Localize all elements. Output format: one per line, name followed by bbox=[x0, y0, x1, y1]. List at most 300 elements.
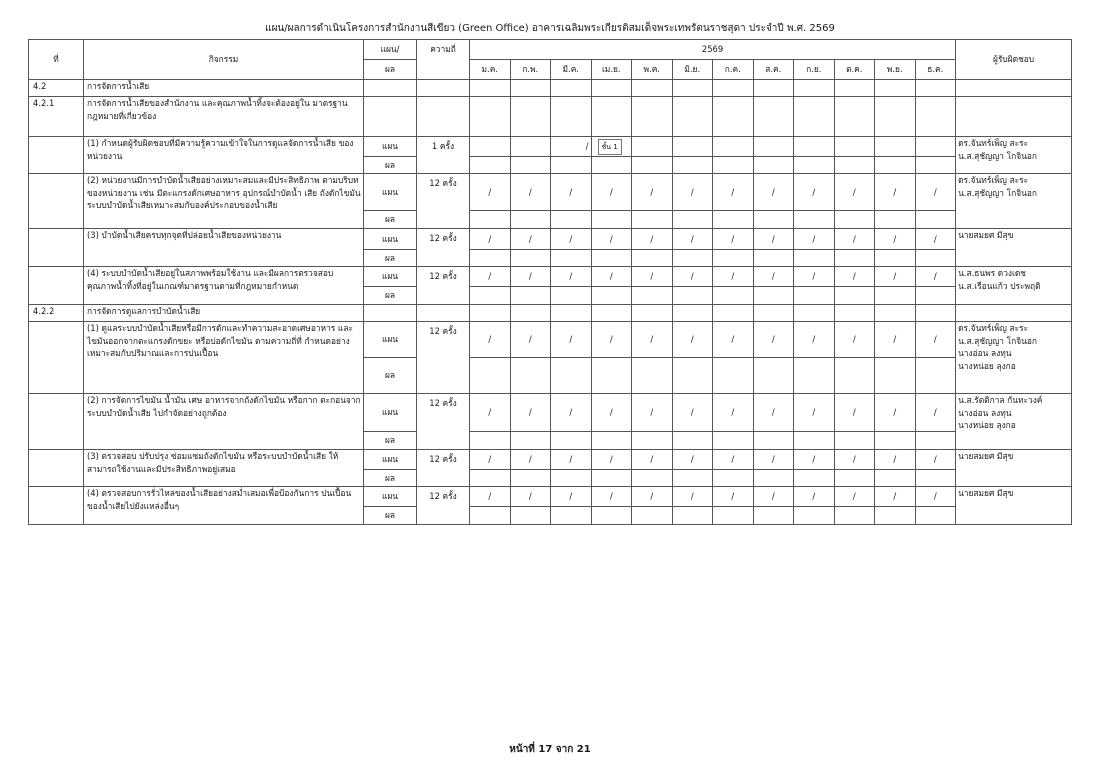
header-month-7: ก.ค. bbox=[713, 60, 754, 80]
plan-label: แผน bbox=[364, 450, 417, 470]
empty-cell bbox=[29, 394, 84, 450]
result-label: ผล bbox=[364, 470, 417, 487]
month-cell bbox=[794, 305, 835, 322]
header-frequency: ความถี่ bbox=[417, 40, 470, 80]
result-label: ผล bbox=[364, 250, 417, 267]
month-cell bbox=[551, 470, 592, 487]
month-cell bbox=[510, 470, 551, 487]
month-cell bbox=[672, 305, 713, 322]
page-title: แผน/ผลการดำเนินโครงการสำนักงานสีเขียว (Green Office) อาคารเฉลิมพระเกียรติสมเด็จพระเทพรัตนราชสุดา ประจำปี พ.ศ. 2569 bbox=[265, 23, 835, 34]
empty-cell bbox=[29, 137, 84, 174]
plan-label: แผน bbox=[364, 229, 417, 250]
month-cell: / bbox=[510, 394, 551, 432]
month-cell bbox=[794, 287, 835, 305]
section-title: การจัดการน้ำเสีย bbox=[84, 80, 364, 97]
table-row bbox=[29, 229, 1072, 250]
month-cell bbox=[591, 507, 632, 525]
month-cell: / bbox=[834, 267, 875, 287]
month-cell: / bbox=[591, 322, 632, 358]
month-cell bbox=[470, 157, 511, 174]
month-cell: / bbox=[753, 394, 794, 432]
frequency-value: 12 ครั้ง bbox=[417, 322, 470, 394]
month-cell bbox=[915, 211, 956, 229]
month-cell: / bbox=[551, 394, 592, 432]
month-cell bbox=[915, 358, 956, 394]
month-cell: / bbox=[632, 174, 673, 211]
month-cell: / bbox=[875, 229, 916, 250]
month-cell bbox=[834, 432, 875, 450]
plan-label: แผน bbox=[364, 137, 417, 157]
month-cell bbox=[713, 305, 754, 322]
activity-text: (1) กำหนดผู้รับผิดชอบที่มีความรู้ความเข้าใจในการดูแลจัดการน้ำเสีย ของหน่วยงาน bbox=[84, 137, 364, 174]
month-cell: / bbox=[794, 229, 835, 250]
month-cell: / bbox=[510, 267, 551, 287]
month-cell bbox=[915, 97, 956, 137]
month-cell bbox=[834, 97, 875, 137]
month-cell bbox=[713, 137, 754, 157]
month-cell: / bbox=[632, 267, 673, 287]
month-cell: / bbox=[470, 487, 511, 507]
month-cell bbox=[510, 97, 551, 137]
month-cell bbox=[672, 358, 713, 394]
responsible-person: ดร.จันทร์เพ็ญ สะระ น.ส.สุชัญญา โกจินอก นางอ่อน ลงทุน นางหน่อย ลุงกอ bbox=[956, 322, 1072, 394]
month-cell bbox=[632, 80, 673, 97]
month-cell bbox=[510, 432, 551, 450]
month-cell: / bbox=[794, 322, 835, 358]
month-cell: / bbox=[510, 487, 551, 507]
result-label: ผล bbox=[364, 287, 417, 305]
month-cell bbox=[794, 358, 835, 394]
month-cell bbox=[915, 470, 956, 487]
month-cell bbox=[591, 287, 632, 305]
month-cell bbox=[470, 507, 511, 525]
header-month-4: เม.ย. bbox=[591, 60, 632, 80]
month-cell bbox=[915, 305, 956, 322]
month-cell: / bbox=[672, 229, 713, 250]
empty-cell bbox=[417, 80, 470, 97]
month-cell: / bbox=[915, 322, 956, 358]
month-cell bbox=[510, 137, 551, 157]
activity-text: (3) ตรวจสอบ ปรับปรุง ซ่อมแซมถังดักไขมัน หรือระบบบำบัดน้ำเสีย ให้สามารถใช้งานและมีประสิทธิภาพอยู่เสมอ bbox=[84, 450, 364, 487]
result-label: ผล bbox=[364, 507, 417, 525]
header-month-9: ก.ย. bbox=[794, 60, 835, 80]
month-cell bbox=[713, 80, 754, 97]
header-type: แผน/ bbox=[364, 40, 417, 60]
empty-cell bbox=[29, 174, 84, 229]
month-cell: / bbox=[591, 229, 632, 250]
month-cell bbox=[875, 470, 916, 487]
section-number: 4.2.2 bbox=[29, 305, 84, 322]
empty-cell bbox=[29, 322, 84, 394]
empty-cell bbox=[29, 487, 84, 525]
month-cell: / bbox=[753, 267, 794, 287]
section-title: การจัดการดูแลการบำบัดน้ำเสีย bbox=[84, 305, 364, 322]
month-cell bbox=[753, 305, 794, 322]
month-cell bbox=[510, 157, 551, 174]
month-cell bbox=[632, 287, 673, 305]
empty-cell bbox=[29, 267, 84, 305]
month-cell bbox=[834, 80, 875, 97]
month-cell bbox=[753, 137, 794, 157]
table-row bbox=[29, 137, 1072, 157]
month-cell: / bbox=[591, 487, 632, 507]
month-cell: / bbox=[834, 487, 875, 507]
month-cell: / bbox=[753, 174, 794, 211]
empty-cell bbox=[956, 97, 1072, 137]
month-cell bbox=[915, 157, 956, 174]
month-cell bbox=[713, 97, 754, 137]
section-row bbox=[29, 80, 1072, 97]
month-cell: / bbox=[632, 487, 673, 507]
month-cell: / bbox=[470, 322, 511, 358]
empty-cell bbox=[417, 305, 470, 322]
responsible-person: ดร.จันทร์เพ็ญ สะระ น.ส.สุชัญญา โกจินอก bbox=[956, 137, 1072, 174]
month-cell bbox=[591, 470, 632, 487]
month-cell: / bbox=[470, 174, 511, 211]
month-cell bbox=[834, 470, 875, 487]
month-cell bbox=[591, 157, 632, 174]
month-cell: / bbox=[470, 267, 511, 287]
month-cell: / bbox=[551, 267, 592, 287]
month-cell bbox=[551, 358, 592, 394]
month-cell bbox=[713, 157, 754, 174]
section-row bbox=[29, 305, 1072, 322]
month-cell bbox=[875, 507, 916, 525]
month-cell bbox=[632, 358, 673, 394]
header-activity: กิจกรรม bbox=[84, 40, 364, 80]
month-cell: / bbox=[713, 229, 754, 250]
month-cell bbox=[794, 250, 835, 267]
month-cell bbox=[632, 250, 673, 267]
month-cell bbox=[551, 137, 592, 157]
month-cell bbox=[672, 97, 713, 137]
month-cell bbox=[834, 305, 875, 322]
month-cell: / bbox=[794, 487, 835, 507]
activity-text: (2) หน่วยงานมีการบำบัดน้ำเสียอย่างเหมาะสมและมีประสิทธิภาพ ตามบริบทของหน่วยงาน เช่น มีตะแกรงดักเศษอาหาร อุปกรณ์บำบัดน้ำ เสีย ถังดักไขมัน ระบบบำบัดน้ำเสียเหมาะสมกับองค์ประกอบของน้ำเสีย bbox=[84, 174, 364, 229]
month-cell bbox=[753, 432, 794, 450]
month-cell bbox=[591, 80, 632, 97]
month-cell bbox=[875, 80, 916, 97]
month-cell: / bbox=[915, 487, 956, 507]
month-cell bbox=[713, 211, 754, 229]
month-cell bbox=[875, 305, 916, 322]
section-number: 4.2.1 bbox=[29, 97, 84, 137]
month-cell bbox=[591, 211, 632, 229]
month-cell: / bbox=[753, 322, 794, 358]
month-cell bbox=[551, 305, 592, 322]
month-cell: / bbox=[510, 322, 551, 358]
month-cell bbox=[915, 432, 956, 450]
month-cell: / bbox=[551, 229, 592, 250]
month-cell: / bbox=[794, 394, 835, 432]
month-cell bbox=[632, 305, 673, 322]
frequency-value: 12 ครั้ง bbox=[417, 487, 470, 525]
plan-label: แผน bbox=[364, 174, 417, 211]
month-cell bbox=[591, 432, 632, 450]
month-cell: / bbox=[713, 487, 754, 507]
month-cell bbox=[672, 137, 713, 157]
activity-text: (1) ดูแลระบบบำบัดน้ำเสียหรือมีการดักและทำความสะอาดเศษอาหาร และไขมันออกจากตะแกรงดักขยะ หรือบ่อดักไขมัน ตามความถี่ที่ กำหนดอย่างเหมาะสมกับปริมาณและการปนเปื้อน bbox=[84, 322, 364, 394]
month-cell: / bbox=[672, 487, 713, 507]
month-cell: / bbox=[753, 229, 794, 250]
month-cell bbox=[753, 470, 794, 487]
activity-text: (3) บำบัดน้ำเสียครบทุกจุดที่ปล่อยน้ำเสียของหน่วยงาน bbox=[84, 229, 364, 267]
month-cell bbox=[753, 250, 794, 267]
month-cell bbox=[551, 157, 592, 174]
month-cell: / bbox=[713, 394, 754, 432]
month-cell bbox=[591, 97, 632, 137]
table-row bbox=[29, 267, 1072, 287]
month-cell bbox=[672, 287, 713, 305]
month-cell: / bbox=[510, 450, 551, 470]
month-cell bbox=[470, 137, 511, 157]
month-cell bbox=[470, 358, 511, 394]
month-cell: / bbox=[632, 322, 673, 358]
month-cell bbox=[551, 432, 592, 450]
result-label: ผล bbox=[364, 358, 417, 394]
header-month-1: ม.ค. bbox=[470, 60, 511, 80]
month-cell bbox=[915, 287, 956, 305]
month-cell bbox=[794, 507, 835, 525]
month-cell bbox=[915, 250, 956, 267]
month-cell bbox=[753, 157, 794, 174]
month-cell bbox=[753, 507, 794, 525]
month-cell bbox=[470, 470, 511, 487]
month-cell: / bbox=[551, 174, 592, 211]
month-cell: / bbox=[915, 394, 956, 432]
month-cell bbox=[875, 432, 916, 450]
activity-text: (4) ระบบบำบัดน้ำเสียอยู่ในสภาพพร้อมใช้งาน และมีผลการตรวจสอบ คุณภาพน้ำทิ้งที่อยู่ในเกณฑ์มาตรฐานตามที่กฎหมายกำหนด bbox=[84, 267, 364, 305]
month-cell bbox=[875, 157, 916, 174]
frequency-value: 12 ครั้ง bbox=[417, 174, 470, 229]
month-cell bbox=[834, 137, 875, 157]
month-cell: / bbox=[834, 450, 875, 470]
month-cell bbox=[713, 358, 754, 394]
month-cell bbox=[470, 287, 511, 305]
month-cell bbox=[470, 97, 511, 137]
month-cell bbox=[510, 507, 551, 525]
table-row bbox=[29, 174, 1072, 211]
month-cell bbox=[672, 507, 713, 525]
responsible-person: น.ส.รัตติกาล กันทะวงค์ นางอ่อน ลงทุน นางหน่อย ลุงกอ bbox=[956, 394, 1072, 450]
empty-cell bbox=[29, 450, 84, 487]
frequency-value: 12 ครั้ง bbox=[417, 267, 470, 305]
plan-label: แผน bbox=[364, 394, 417, 432]
month-cell bbox=[753, 211, 794, 229]
empty-cell bbox=[417, 97, 470, 137]
month-cell bbox=[794, 157, 835, 174]
header-responsible: ผู้รับผิดชอบ bbox=[956, 40, 1072, 80]
month-cell: / bbox=[915, 174, 956, 211]
month-cell bbox=[915, 507, 956, 525]
month-cell bbox=[551, 250, 592, 267]
month-cell bbox=[875, 358, 916, 394]
month-cell bbox=[875, 287, 916, 305]
month-cell bbox=[713, 287, 754, 305]
month-cell bbox=[794, 80, 835, 97]
month-cell: / bbox=[875, 322, 916, 358]
month-cell bbox=[672, 211, 713, 229]
month-cell: / bbox=[915, 267, 956, 287]
month-cell bbox=[510, 287, 551, 305]
month-cell: / bbox=[794, 267, 835, 287]
month-cell bbox=[915, 80, 956, 97]
responsible-person: ดร.จันทร์เพ็ญ สะระ น.ส.สุชัญญา โกจินอก bbox=[956, 174, 1072, 229]
month-cell bbox=[470, 305, 511, 322]
month-cell: / bbox=[672, 450, 713, 470]
month-cell bbox=[551, 507, 592, 525]
header-type-2: ผล bbox=[364, 60, 417, 80]
month-cell bbox=[470, 211, 511, 229]
empty-cell bbox=[364, 305, 417, 322]
header-month-3: มี.ค. bbox=[551, 60, 592, 80]
month-cell: / bbox=[470, 229, 511, 250]
table-row bbox=[29, 322, 1072, 358]
month-cell: / bbox=[551, 450, 592, 470]
month-cell bbox=[713, 507, 754, 525]
month-cell bbox=[510, 80, 551, 97]
month-cell: / bbox=[713, 174, 754, 211]
month-cell bbox=[672, 470, 713, 487]
frequency-value: 12 ครั้ง bbox=[417, 394, 470, 450]
month-cell: / bbox=[753, 450, 794, 470]
header-month-11: พ.ย. bbox=[875, 60, 916, 80]
month-cell bbox=[794, 470, 835, 487]
month-cell: / bbox=[834, 229, 875, 250]
month-cell bbox=[510, 358, 551, 394]
month-cell bbox=[672, 157, 713, 174]
month-cell bbox=[551, 80, 592, 97]
month-cell: / bbox=[713, 267, 754, 287]
month-cell: / bbox=[632, 450, 673, 470]
month-cell: / bbox=[591, 450, 632, 470]
month-cell: / bbox=[875, 450, 916, 470]
month-cell bbox=[794, 432, 835, 450]
month-cell bbox=[551, 211, 592, 229]
header-month-8: ส.ค. bbox=[753, 60, 794, 80]
month-cell bbox=[470, 80, 511, 97]
empty-cell bbox=[364, 97, 417, 137]
month-cell bbox=[834, 157, 875, 174]
plan-mark: / bbox=[585, 141, 589, 152]
empty-cell bbox=[956, 80, 1072, 97]
month-cell: / bbox=[875, 174, 916, 211]
month-cell bbox=[591, 250, 632, 267]
month-cell bbox=[875, 250, 916, 267]
empty-cell bbox=[29, 229, 84, 267]
month-cell: / bbox=[875, 267, 916, 287]
result-label: ผล bbox=[364, 211, 417, 229]
header-month-5: พ.ค. bbox=[632, 60, 673, 80]
month-cell: / bbox=[915, 450, 956, 470]
month-cell bbox=[794, 97, 835, 137]
month-cell bbox=[632, 97, 673, 137]
month-cell bbox=[834, 507, 875, 525]
header-month-10: ต.ค. bbox=[834, 60, 875, 80]
result-label: ผล bbox=[364, 157, 417, 174]
section-row bbox=[29, 97, 1072, 137]
month-cell bbox=[875, 137, 916, 157]
month-cell: / bbox=[753, 487, 794, 507]
month-cell: / bbox=[672, 394, 713, 432]
frequency-value: 12 ครั้ง bbox=[417, 229, 470, 267]
month-cell bbox=[632, 507, 673, 525]
table-row bbox=[29, 450, 1072, 470]
table-row bbox=[29, 394, 1072, 432]
month-cell: / bbox=[510, 229, 551, 250]
page-footer: หน้าที่ 17 จาก 21 bbox=[509, 744, 591, 755]
month-cell bbox=[794, 211, 835, 229]
handwritten-note: ชั้น 1 bbox=[598, 139, 622, 155]
month-cell bbox=[632, 470, 673, 487]
month-cell: / bbox=[915, 229, 956, 250]
activity-text: (4) ตรวจสอบการรั่วไหลของน้ำเสียอย่างสม่ำเสมอเพื่อป้องกันการ ปนเปื้อนของน้ำเสียไปยังแหล่งอื่นๆ bbox=[84, 487, 364, 525]
month-cell bbox=[794, 137, 835, 157]
result-label: ผล bbox=[364, 432, 417, 450]
month-cell bbox=[915, 137, 956, 157]
month-cell: / bbox=[470, 394, 511, 432]
month-cell bbox=[875, 211, 916, 229]
month-cell: / bbox=[551, 322, 592, 358]
month-cell: / bbox=[834, 174, 875, 211]
empty-cell bbox=[364, 80, 417, 97]
plan-label: แผน bbox=[364, 322, 417, 358]
month-cell: / bbox=[470, 450, 511, 470]
plan-label: แผน bbox=[364, 267, 417, 287]
month-cell: / bbox=[591, 394, 632, 432]
month-cell bbox=[753, 287, 794, 305]
empty-cell bbox=[956, 305, 1072, 322]
month-cell: / bbox=[632, 229, 673, 250]
responsible-person: น.ส.ธนพร ดวงเดช น.ส.เรือนแก้ว ประพฤติ bbox=[956, 267, 1072, 305]
month-cell bbox=[713, 432, 754, 450]
month-cell bbox=[672, 80, 713, 97]
month-cell bbox=[591, 358, 632, 394]
month-cell: / bbox=[551, 487, 592, 507]
month-cell bbox=[470, 250, 511, 267]
header-num: ที่ bbox=[29, 40, 84, 80]
section-number: 4.2 bbox=[29, 80, 84, 97]
month-cell bbox=[632, 157, 673, 174]
month-cell bbox=[834, 211, 875, 229]
month-cell: / bbox=[510, 174, 551, 211]
month-cell bbox=[510, 250, 551, 267]
month-cell: / bbox=[834, 322, 875, 358]
month-cell: / bbox=[713, 450, 754, 470]
month-cell: / bbox=[591, 267, 632, 287]
month-cell bbox=[632, 137, 673, 157]
table-row bbox=[29, 487, 1072, 507]
month-cell bbox=[834, 287, 875, 305]
month-cell bbox=[591, 137, 632, 157]
frequency-value: 12 ครั้ง bbox=[417, 450, 470, 487]
month-cell bbox=[834, 358, 875, 394]
month-cell: / bbox=[632, 394, 673, 432]
responsible-person: นายสมยศ มีสุข bbox=[956, 450, 1072, 487]
month-cell bbox=[713, 250, 754, 267]
month-cell: / bbox=[875, 487, 916, 507]
responsible-person: นายสมยศ มีสุข bbox=[956, 487, 1072, 525]
month-cell bbox=[510, 305, 551, 322]
header-month-6: มิ.ย. bbox=[672, 60, 713, 80]
plan-label: แผน bbox=[364, 487, 417, 507]
month-cell bbox=[713, 470, 754, 487]
frequency-value: 1 ครั้ง bbox=[417, 137, 470, 174]
month-cell: / bbox=[672, 174, 713, 211]
month-cell bbox=[470, 432, 511, 450]
month-cell bbox=[753, 80, 794, 97]
plan-table bbox=[28, 39, 1072, 525]
